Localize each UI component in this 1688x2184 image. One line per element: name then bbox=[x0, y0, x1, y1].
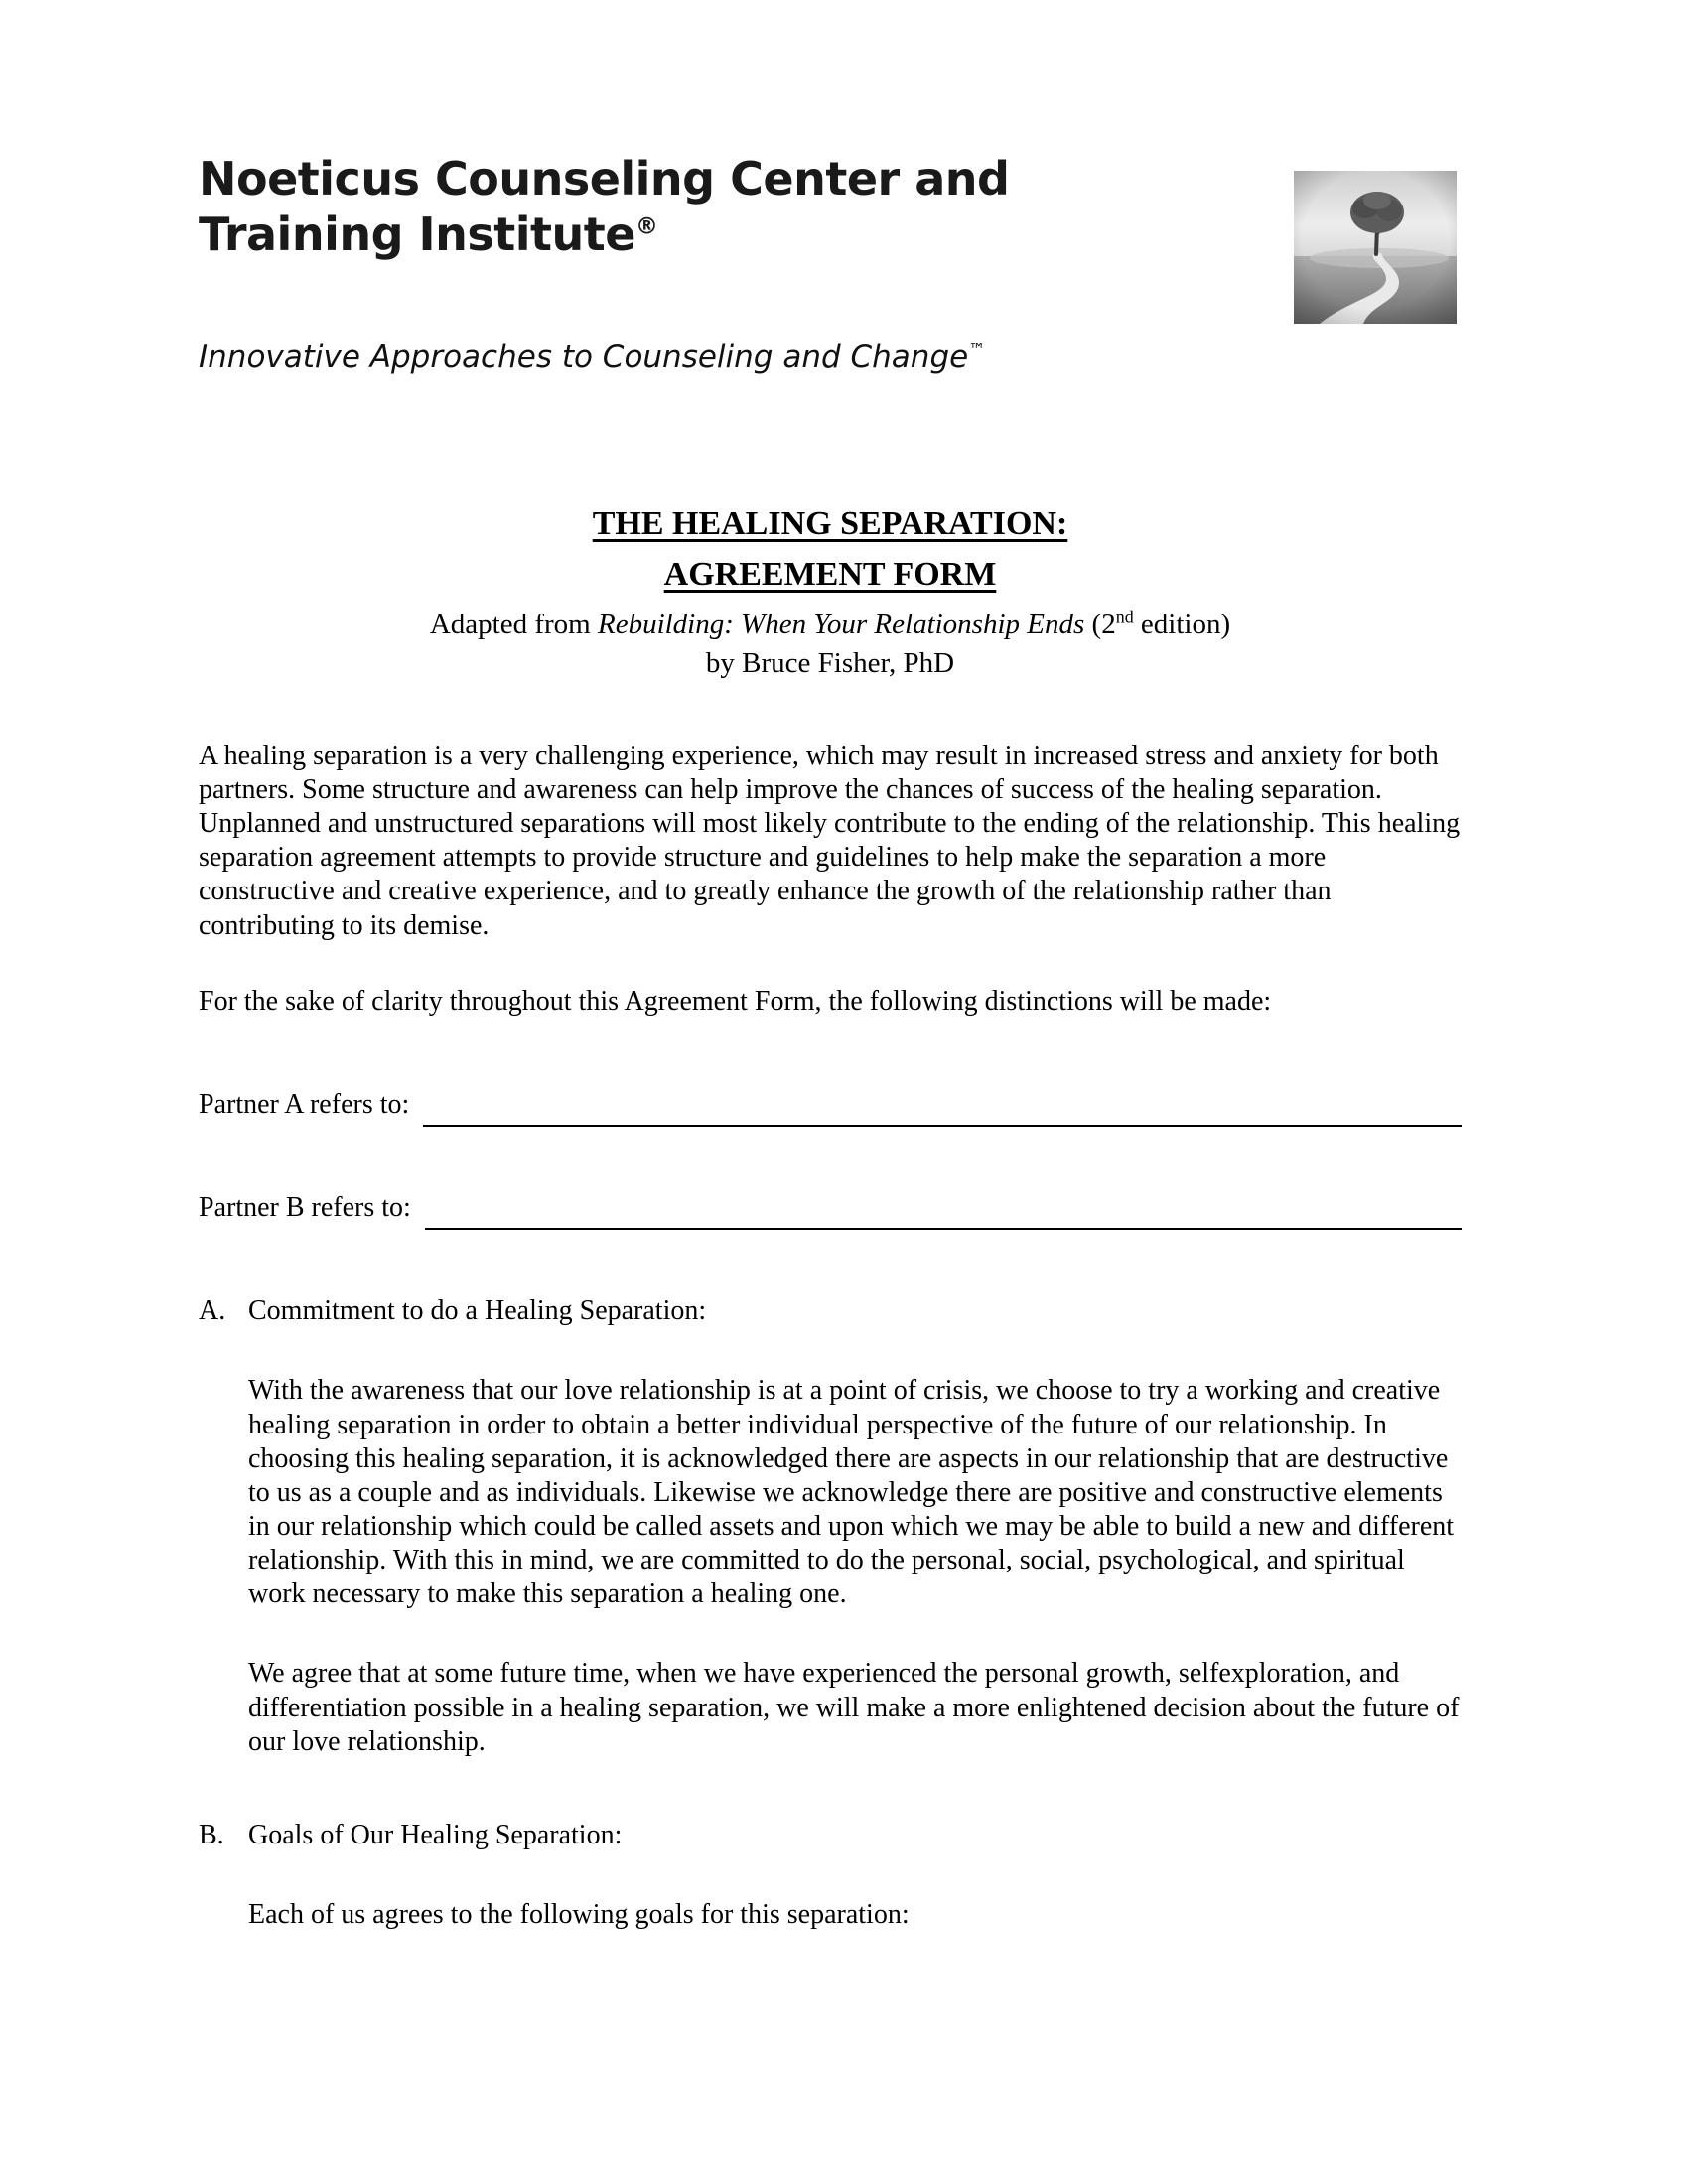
partner-a-label: Partner A refers to: bbox=[199, 1088, 410, 1120]
title-line-2: AGREEMENT FORM bbox=[663, 556, 997, 594]
org-name-line2: Training Institute® bbox=[199, 207, 658, 262]
section-a-heading bbox=[199, 1295, 1462, 1328]
section-a-paragraph-1: With the awareness that our love relationship is at a point of crisis, we choose to try a working and creative healing separation in order to obtain a better individual perspective of the future of our relationship. In choosing this healing separation, it is acknowledged there are aspects in our relationship that are destructive to us as a couple and as individuals. Likewise we acknowledge there are positive and constructive elements in our relationship which could be called assets and upon which we may be able to build a new and different relationship. With this in mind, we are committed to do the personal, social, psychological, and spiritual work necessary to make this separation a healing one. bbox=[248, 1375, 1455, 1610]
section-b-letter: B. bbox=[199, 1819, 224, 1850]
section-b-paragraph-1: Each of us agrees to the following goals for this separation: bbox=[248, 1899, 910, 1931]
partner-a-blank-line[interactable] bbox=[423, 1097, 1462, 1127]
clarity-statement: For the sake of clarity throughout this Agreement Form, the following distinctions will be made: bbox=[199, 985, 1272, 1017]
section-b-heading bbox=[199, 1819, 1462, 1852]
partner-a-field-row bbox=[199, 1088, 1462, 1122]
section-a-letter: A. bbox=[199, 1296, 226, 1327]
org-name-line1: Noeticus Counseling Center and bbox=[199, 152, 1010, 205]
intro-paragraph: A healing separation is a very challenging experience, which may result in increased stress and anxiety for both partners. Some structure and awareness can help improve the chances of success of the healing separation. Unplanned and unstructured separations will most likely contribute to the ending of the relationship. This healing separation agreement attempts to provide structure and guidelines to help make the separation a more constructive and creative experience, and to greatly enhance the growth of the relationship rather than contributing to its demise. bbox=[199, 740, 1461, 941]
partner-b-label: Partner B refers to: bbox=[199, 1192, 411, 1224]
section-b-heading-text: Goals of Our Healing Separation: bbox=[248, 1819, 623, 1850]
adapted-from-line: Adapted from Rebuilding: When Your Relationship Ends (2nd edition) bbox=[429, 607, 1231, 641]
tagline: Innovative Approaches to Counseling and Change™ bbox=[199, 340, 986, 376]
section-a-paragraph-2: We agree that at some future time, when we have experienced the personal growth, selfexploration, and differentiation possible in a healing separation, we will make a more enlightened decision about the future of our love relationship. bbox=[248, 1658, 1460, 1757]
org-name bbox=[199, 151, 1241, 262]
registered-trademark-symbol: ® bbox=[634, 213, 658, 240]
partner-b-field-row bbox=[199, 1191, 1462, 1225]
title-line-1: THE HEALING SEPARATION: bbox=[592, 505, 1068, 543]
document-title bbox=[199, 498, 1462, 682]
source-book-title: Rebuilding: When Your Relationship Ends bbox=[597, 609, 1085, 641]
partner-b-blank-line[interactable] bbox=[425, 1200, 1462, 1230]
trademark-symbol: ™ bbox=[968, 341, 986, 361]
header bbox=[199, 151, 1462, 377]
tree-path-logo-icon bbox=[1294, 171, 1457, 324]
section-a-heading-text: Commitment to do a Healing Separation: bbox=[248, 1296, 707, 1327]
logo-image bbox=[1294, 171, 1457, 324]
author-byline: by Bruce Fisher, PhD bbox=[705, 647, 955, 680]
